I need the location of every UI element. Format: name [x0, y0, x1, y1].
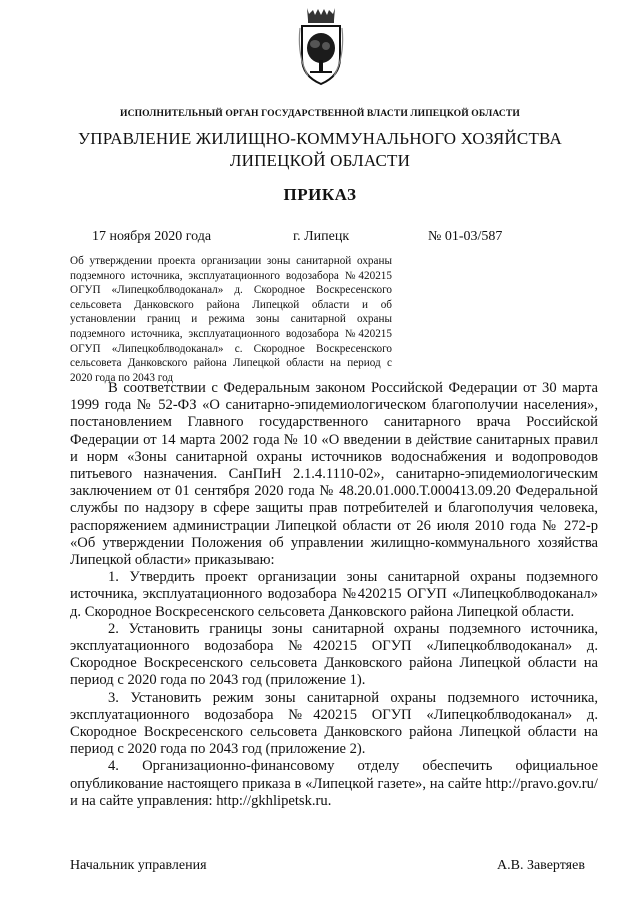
- signatory-title: Начальник управления: [70, 858, 207, 873]
- order-item-2: 2. Установить границы зоны санитарной охраны подземного источника, эксплуатационного водозабора №420215 ОГУП «Липецкоблводоканал» д. Скородное Воскресенского сельсовета Данковского района Липецкой области на период с 2020 года по 2043 год (приложение 1).: [70, 620, 598, 689]
- regional-coat-of-arms-icon: [298, 6, 344, 88]
- document-type-title: ПРИКАЗ: [283, 185, 357, 204]
- order-item-3: 3. Установить режим зоны санитарной охраны подземного источника, эксплуатационного водозабора №420215 ОГУП «Липецкоблводоканал» д. Скородное Воскресенского сельсовета Данковского района Липецкой области на период с 2020 года по 2043 год (приложение 2).: [70, 689, 598, 758]
- document-number: № 01-03/587: [428, 229, 503, 244]
- signatory-name: А.В. Завертяев: [497, 858, 585, 873]
- order-item-4: 4. Организационно-финансовому отделу обеспечить официальное опубликование настоящего приказа в «Липецкой газете», на сайте http://pravo.gov.ru/ и на сайте управления: http://gkhlipetsk.ru.: [70, 758, 598, 809]
- document-subject: Об утверждении проекта организации зоны санитарной охраны подземного источника, эксплуатационного водозабора №420215 ОГУП «Липецкоблводоканал» д. Скородное Воскресенского сельсовета Данковского района Липецкой области и об установлении границ и режима зоны санитарной охраны подземного источника, эксплуатационного водозабора №420215 ОГУП «Липецкоблводоканал» с. Скородное Воскресенского сельсовета Данковского района Липецкой области на период с 2020 года по 2043 год: [70, 255, 392, 384]
- preamble-paragraph: В соответствии с Федеральным законом Российской Федерации от 30 марта 1999 года № 52-ФЗ «О санитарно-эпидемиологическом благополучии населения», постановлением Главного государственного санитарного врача Российской Федерации от 14 марта 2002 года № 10 «О введении в действие санитарных правил и норм «Зоны санитарной охраны источников водоснабжения и водопроводов питьевого назначения. СанПиН 2.1.4.1110-02», санитарно-эпидемиологическим заключением от 01 сентября 2020 года № 48.20.01.000.Т.000413.09.20 Федеральной службы по надзору в сфере защиты прав потребителей и благополучия человека, распоряжением администрации Липецкой области от 26 июля 2010 года № 272-р «Об утверждении Положения об управлении жилищно-коммунального хозяйства Липецкой области» приказываю:: [70, 380, 598, 569]
- department-title: УПРАВЛЕНИЕ ЖИЛИЩНО-КОММУНАЛЬНОГО ХОЗЯЙСТВА ЛИПЕЦКОЙ ОБЛАСТИ: [78, 129, 562, 170]
- order-item-1: 1. Утвердить проект организации зоны санитарной охраны подземного источника, эксплуатационного водозабора №420215 ОГУП «Липецкоблводоканал» д. Скородное Воскресенского сельсовета Данковского района Липецкой области.: [70, 569, 598, 620]
- document-body: [70, 380, 598, 810]
- document-city: г. Липецк: [293, 229, 350, 244]
- document-date: 17 ноября 2020 года: [92, 229, 212, 244]
- authority-heading: ИСПОЛНИТЕЛЬНЫЙ ОРГАН ГОСУДАРСТВЕННОЙ ВЛАСТИ ЛИПЕЦКОЙ ОБЛАСТИ: [120, 108, 520, 119]
